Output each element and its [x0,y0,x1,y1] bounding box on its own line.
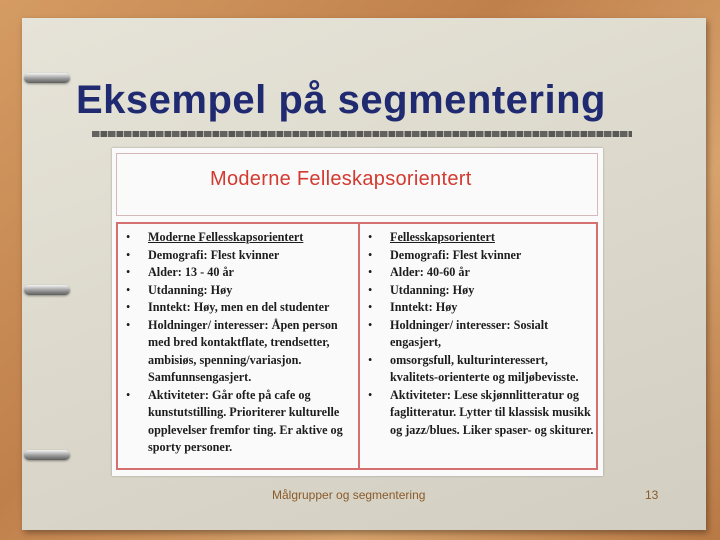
left-item-alder: • Alder: 13 - 40 år [126,265,234,279]
left-item-aktiviteter: • Aktiviteter: Går ofte på cafe og kunstutstilling. Prioriterer kulturelle opplevelser fremfor ting. Er aktive og sporty personer. [126,387,343,454]
panel-header [116,153,598,216]
column-divider [358,224,360,468]
right-item-utdanning: • Utdanning: Høy [368,282,475,297]
right-item-holdninger: • Holdninger/ interesser: Sosialt engasjert, [368,317,549,349]
left-item-demografi: • Demografi: Flest kvinner [126,247,280,262]
binder-ring [24,73,70,83]
left-item-utdanning: • Utdanning: Høy [126,282,233,297]
right-item-aktiviteter: • Aktiviteter: Lese skjønnlitteratur og faglitteratur. Lytter til klassisk musikk og jazz/blues. Liker spaser- og skiturer. [368,387,594,437]
left-column [126,229,354,457]
left-item-heading: • Moderne Fellesskapsorientert [126,230,304,244]
right-column [368,229,594,439]
right-item-omsorgsfull: • omsorgsfull, kulturinteressert, kvalitets-orienterte og miljøbevisste. [368,352,579,384]
page-number: 13 [645,488,659,502]
left-item-inntekt: • Inntekt: Høy, men en del studenter [126,300,330,314]
title-underline [92,131,632,137]
segment-table [116,222,598,470]
slide-title: Eksempel på segmentering [76,78,606,122]
right-item-inntekt: • Inntekt: Høy [368,300,458,314]
segment-image [112,148,603,476]
right-item-demografi: • Demografi: Flest kvinner [368,247,522,262]
left-item-holdninger: • Holdninger/ interesser: Åpen person med bred kontaktflate, trendsetter, ambisiøs, spenning/variasjon. Samfunnsengasjert. [126,317,338,384]
right-item-heading: • Fellesskapsorientert [368,230,495,244]
binder-ring [24,450,70,460]
panel-title: Moderne Felleskapsorientert [210,168,472,190]
binder-ring [24,285,70,295]
slide-footer: Målgrupper og segmentering [272,488,426,502]
right-item-alder: • Alder: 40-60 år [368,265,470,279]
